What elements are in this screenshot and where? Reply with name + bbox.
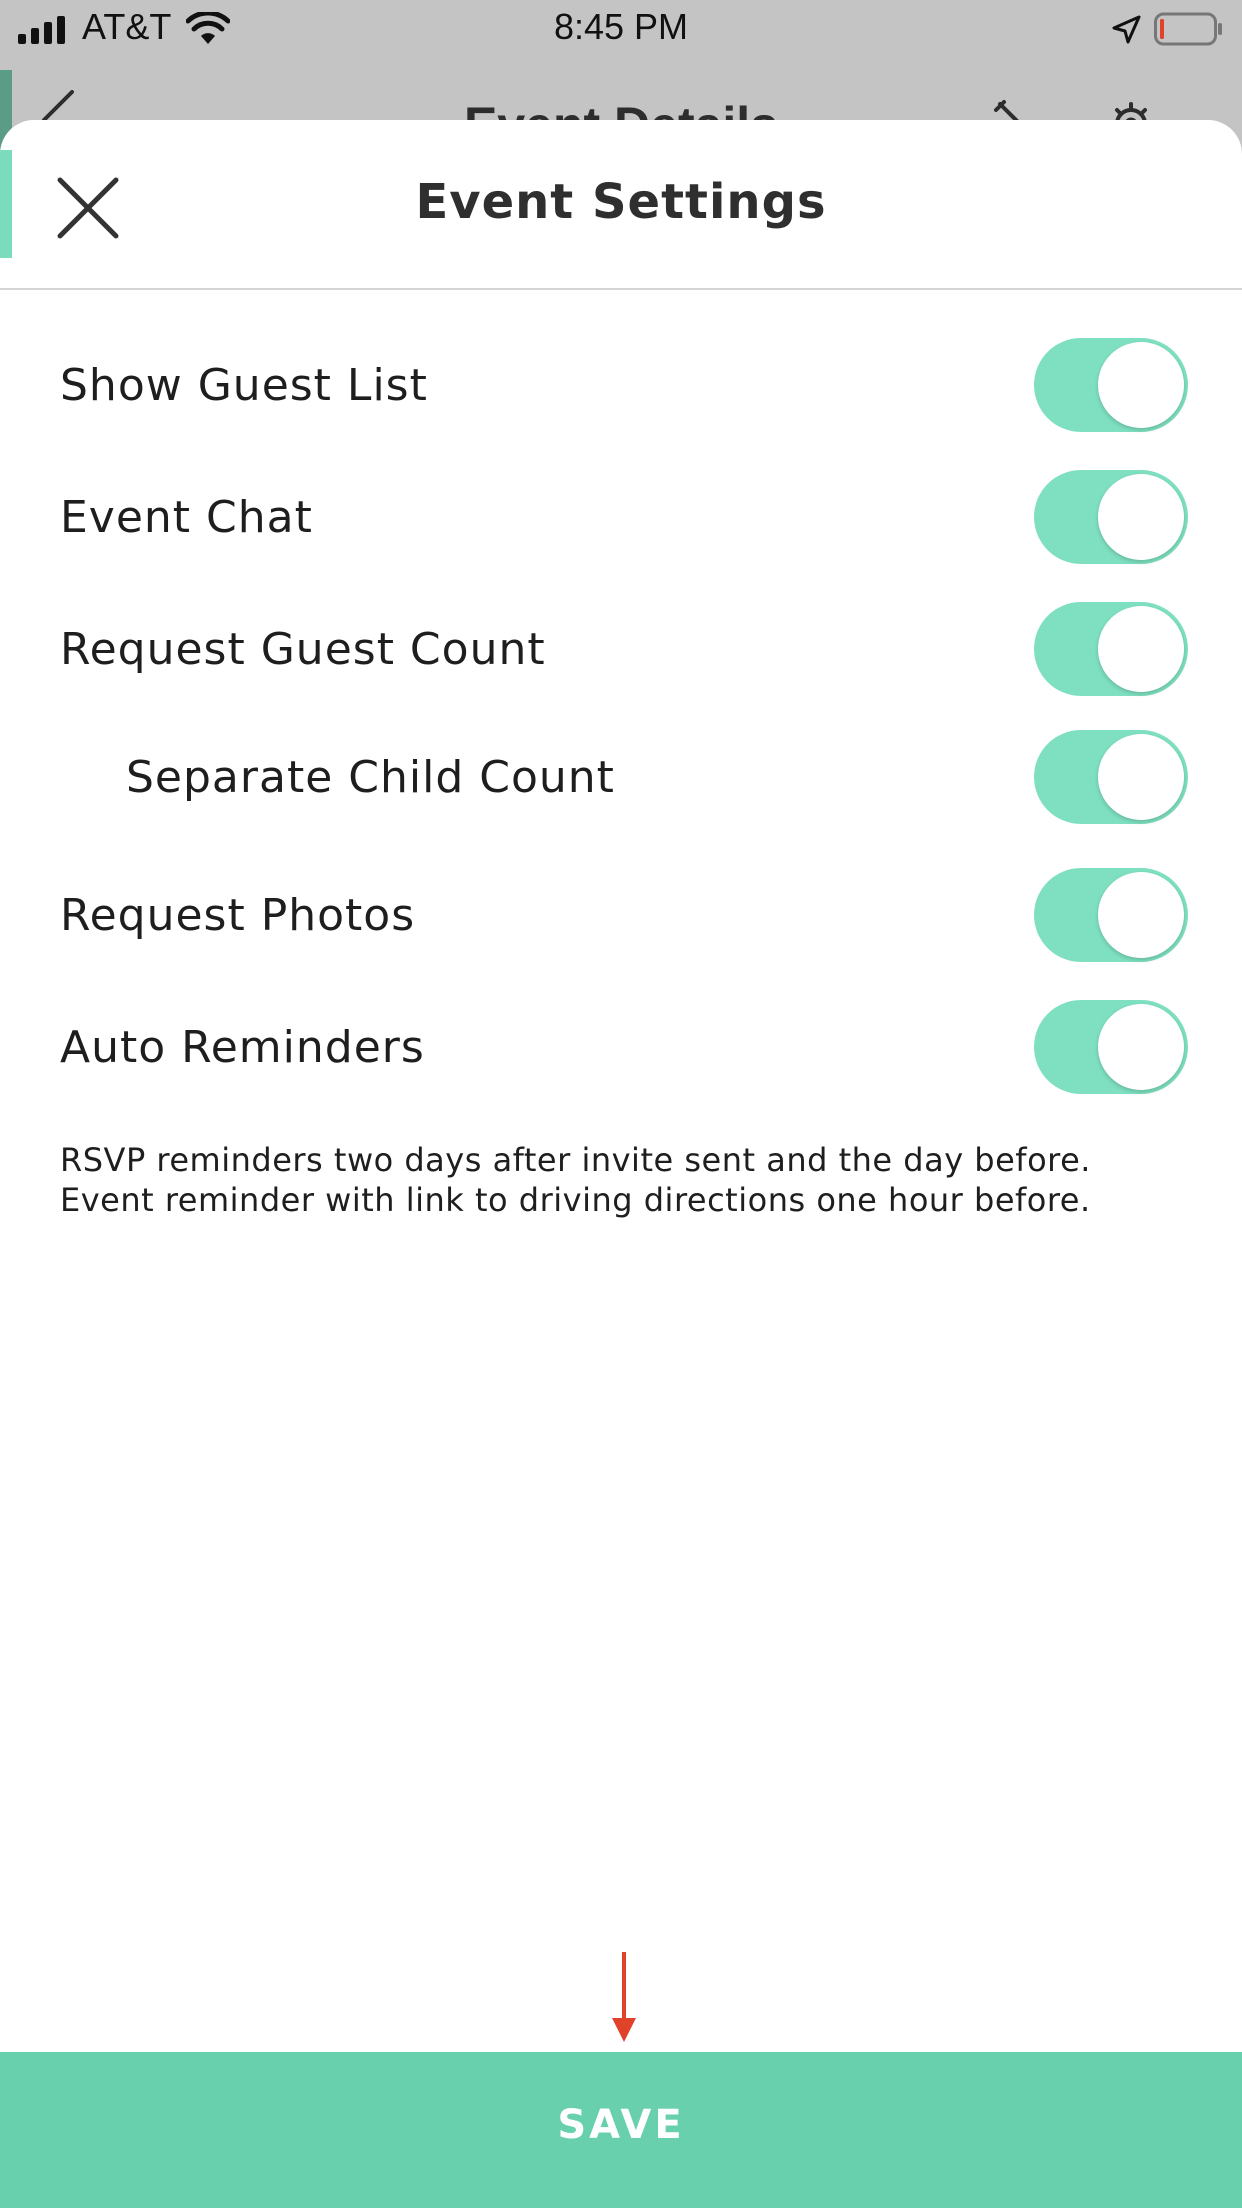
save-button-label: SAVE: [557, 2102, 685, 2148]
toggle-knob: [1098, 606, 1184, 692]
setting-label: Event Chat: [60, 492, 313, 543]
toggle-knob: [1098, 734, 1184, 820]
setting-label: Auto Reminders: [60, 1022, 425, 1073]
toggle-knob: [1098, 872, 1184, 958]
sheet-title: Event Settings: [415, 174, 827, 230]
setting-row-auto-reminders: [0, 996, 1242, 1096]
sheet-accent-bar: [0, 150, 12, 258]
setting-label: Request Guest Count: [60, 624, 546, 675]
toggle-separate-child-count[interactable]: [1034, 730, 1188, 824]
toggle-auto-reminders[interactable]: [1034, 1000, 1188, 1094]
toggle-knob: [1098, 1004, 1184, 1090]
location-arrow-icon: [1110, 14, 1142, 46]
reminder-note: [60, 1140, 1200, 1220]
setting-row-request-photos: [0, 864, 1242, 964]
status-bar: [0, 0, 1242, 60]
toggle-request-photos[interactable]: [1034, 868, 1188, 962]
setting-label: Show Guest List: [60, 360, 428, 411]
reminder-note-line: RSVP reminders two days after invite sent and the day before.: [60, 1141, 1091, 1179]
toggle-knob: [1098, 474, 1184, 560]
setting-label: Separate Child Count: [126, 752, 615, 803]
toggle-knob: [1098, 342, 1184, 428]
setting-row-show-guest-list: [0, 334, 1242, 434]
save-button[interactable]: [0, 2052, 1242, 2208]
toggle-request-guest-count[interactable]: [1034, 602, 1188, 696]
setting-label: Request Photos: [60, 890, 416, 941]
setting-row-event-chat: [0, 466, 1242, 566]
setting-row-request-guest-count: [0, 598, 1242, 698]
event-settings-sheet: [0, 120, 1242, 2208]
annotation-arrow-icon: [606, 1952, 642, 2044]
sheet-header: [0, 120, 1242, 290]
battery-icon: [1154, 12, 1224, 46]
setting-row-separate-child-count: [0, 726, 1242, 826]
carrier-label: AT&T: [82, 6, 172, 47]
toggle-show-guest-list[interactable]: [1034, 338, 1188, 432]
reminder-note-line: Event reminder with link to driving directions one hour before.: [60, 1181, 1091, 1219]
status-time: 8:45 PM: [553, 6, 689, 47]
toggle-event-chat[interactable]: [1034, 470, 1188, 564]
